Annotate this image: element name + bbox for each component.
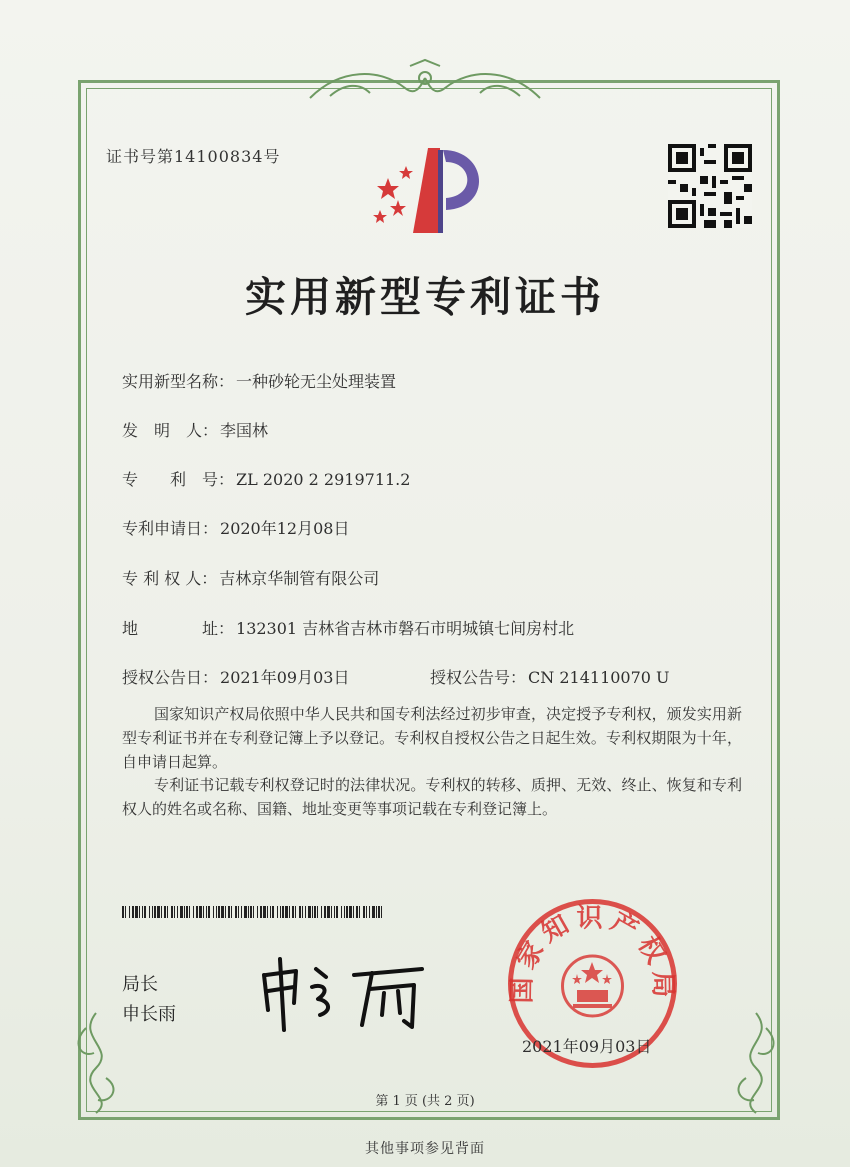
field-grant-date: [122, 665, 349, 688]
field-patent-no: [122, 467, 410, 490]
seal-date: 2021年09月03日: [522, 1037, 652, 1056]
seal-text: 国家知识产权局: [507, 903, 678, 1004]
certificate-number: 证书号第14100834号: [106, 147, 281, 166]
top-ornament-icon: [300, 58, 550, 108]
field-label: 授权公告日：: [122, 668, 219, 687]
qr-code-icon: [668, 144, 752, 228]
field-label: 实用新型名称：: [122, 372, 235, 391]
svg-text:国家知识产权局: [507, 904, 677, 1004]
field-value: CN 214110070 U: [528, 668, 670, 687]
field-value: 李国林: [220, 421, 269, 440]
field-patentee: [122, 566, 379, 589]
field-value: 2021年09月03日: [220, 668, 350, 687]
page-number: 第 1 页 (共 2 页): [375, 1094, 475, 1109]
field-label: 专利申请日：: [122, 519, 219, 538]
field-filing-date: [122, 516, 349, 539]
field-value: 一种砂轮无尘处理装置: [236, 372, 397, 391]
back-side-note: 其他事项参见背面: [365, 1141, 485, 1157]
field-grant-no: [430, 665, 670, 688]
director-signature-icon: [254, 955, 434, 1035]
director-name: 申长雨: [122, 1004, 176, 1025]
field-value: ZL 2020 2 2919711.2: [236, 470, 411, 489]
field-value: 132301 吉林省吉林市磐石市明城镇七间房村北: [236, 619, 575, 638]
field-label: 地 址：: [122, 619, 235, 638]
field-address: [122, 616, 574, 639]
barcode-icon: [122, 906, 384, 918]
field-label: 专 利 号：: [122, 470, 235, 489]
director-title: 局长: [122, 974, 158, 995]
certificate-title: 实用新型专利证书: [245, 273, 605, 321]
field-value: 2020年12月08日: [220, 519, 350, 538]
field-label: 发 明 人：: [122, 421, 219, 440]
field-label: 专 利 权 人：: [122, 569, 218, 588]
cnipa-logo-icon: [368, 138, 498, 253]
field-utility-name: [122, 369, 396, 392]
field-label: 授权公告号：: [430, 668, 527, 687]
field-value: 吉林京华制管有限公司: [219, 569, 380, 588]
paragraph-grant-statement: 国家知识产权局依照中华人民共和国专利法经过初步审查，决定授予专利权，颁发实用新型专利证书并在专利登记簿上予以登记。专利权自授权公告之日起生效。专利权期限为十年，自申请日起算。: [122, 705, 742, 771]
field-inventor: [122, 418, 268, 441]
paragraph-legal-status: 专利证书记载专利权登记时的法律状况。专利权的转移、质押、无效、终止、恢复和专利权人的姓名或名称、国籍、地址变更等事项记载在专利登记簿上。: [122, 776, 742, 818]
